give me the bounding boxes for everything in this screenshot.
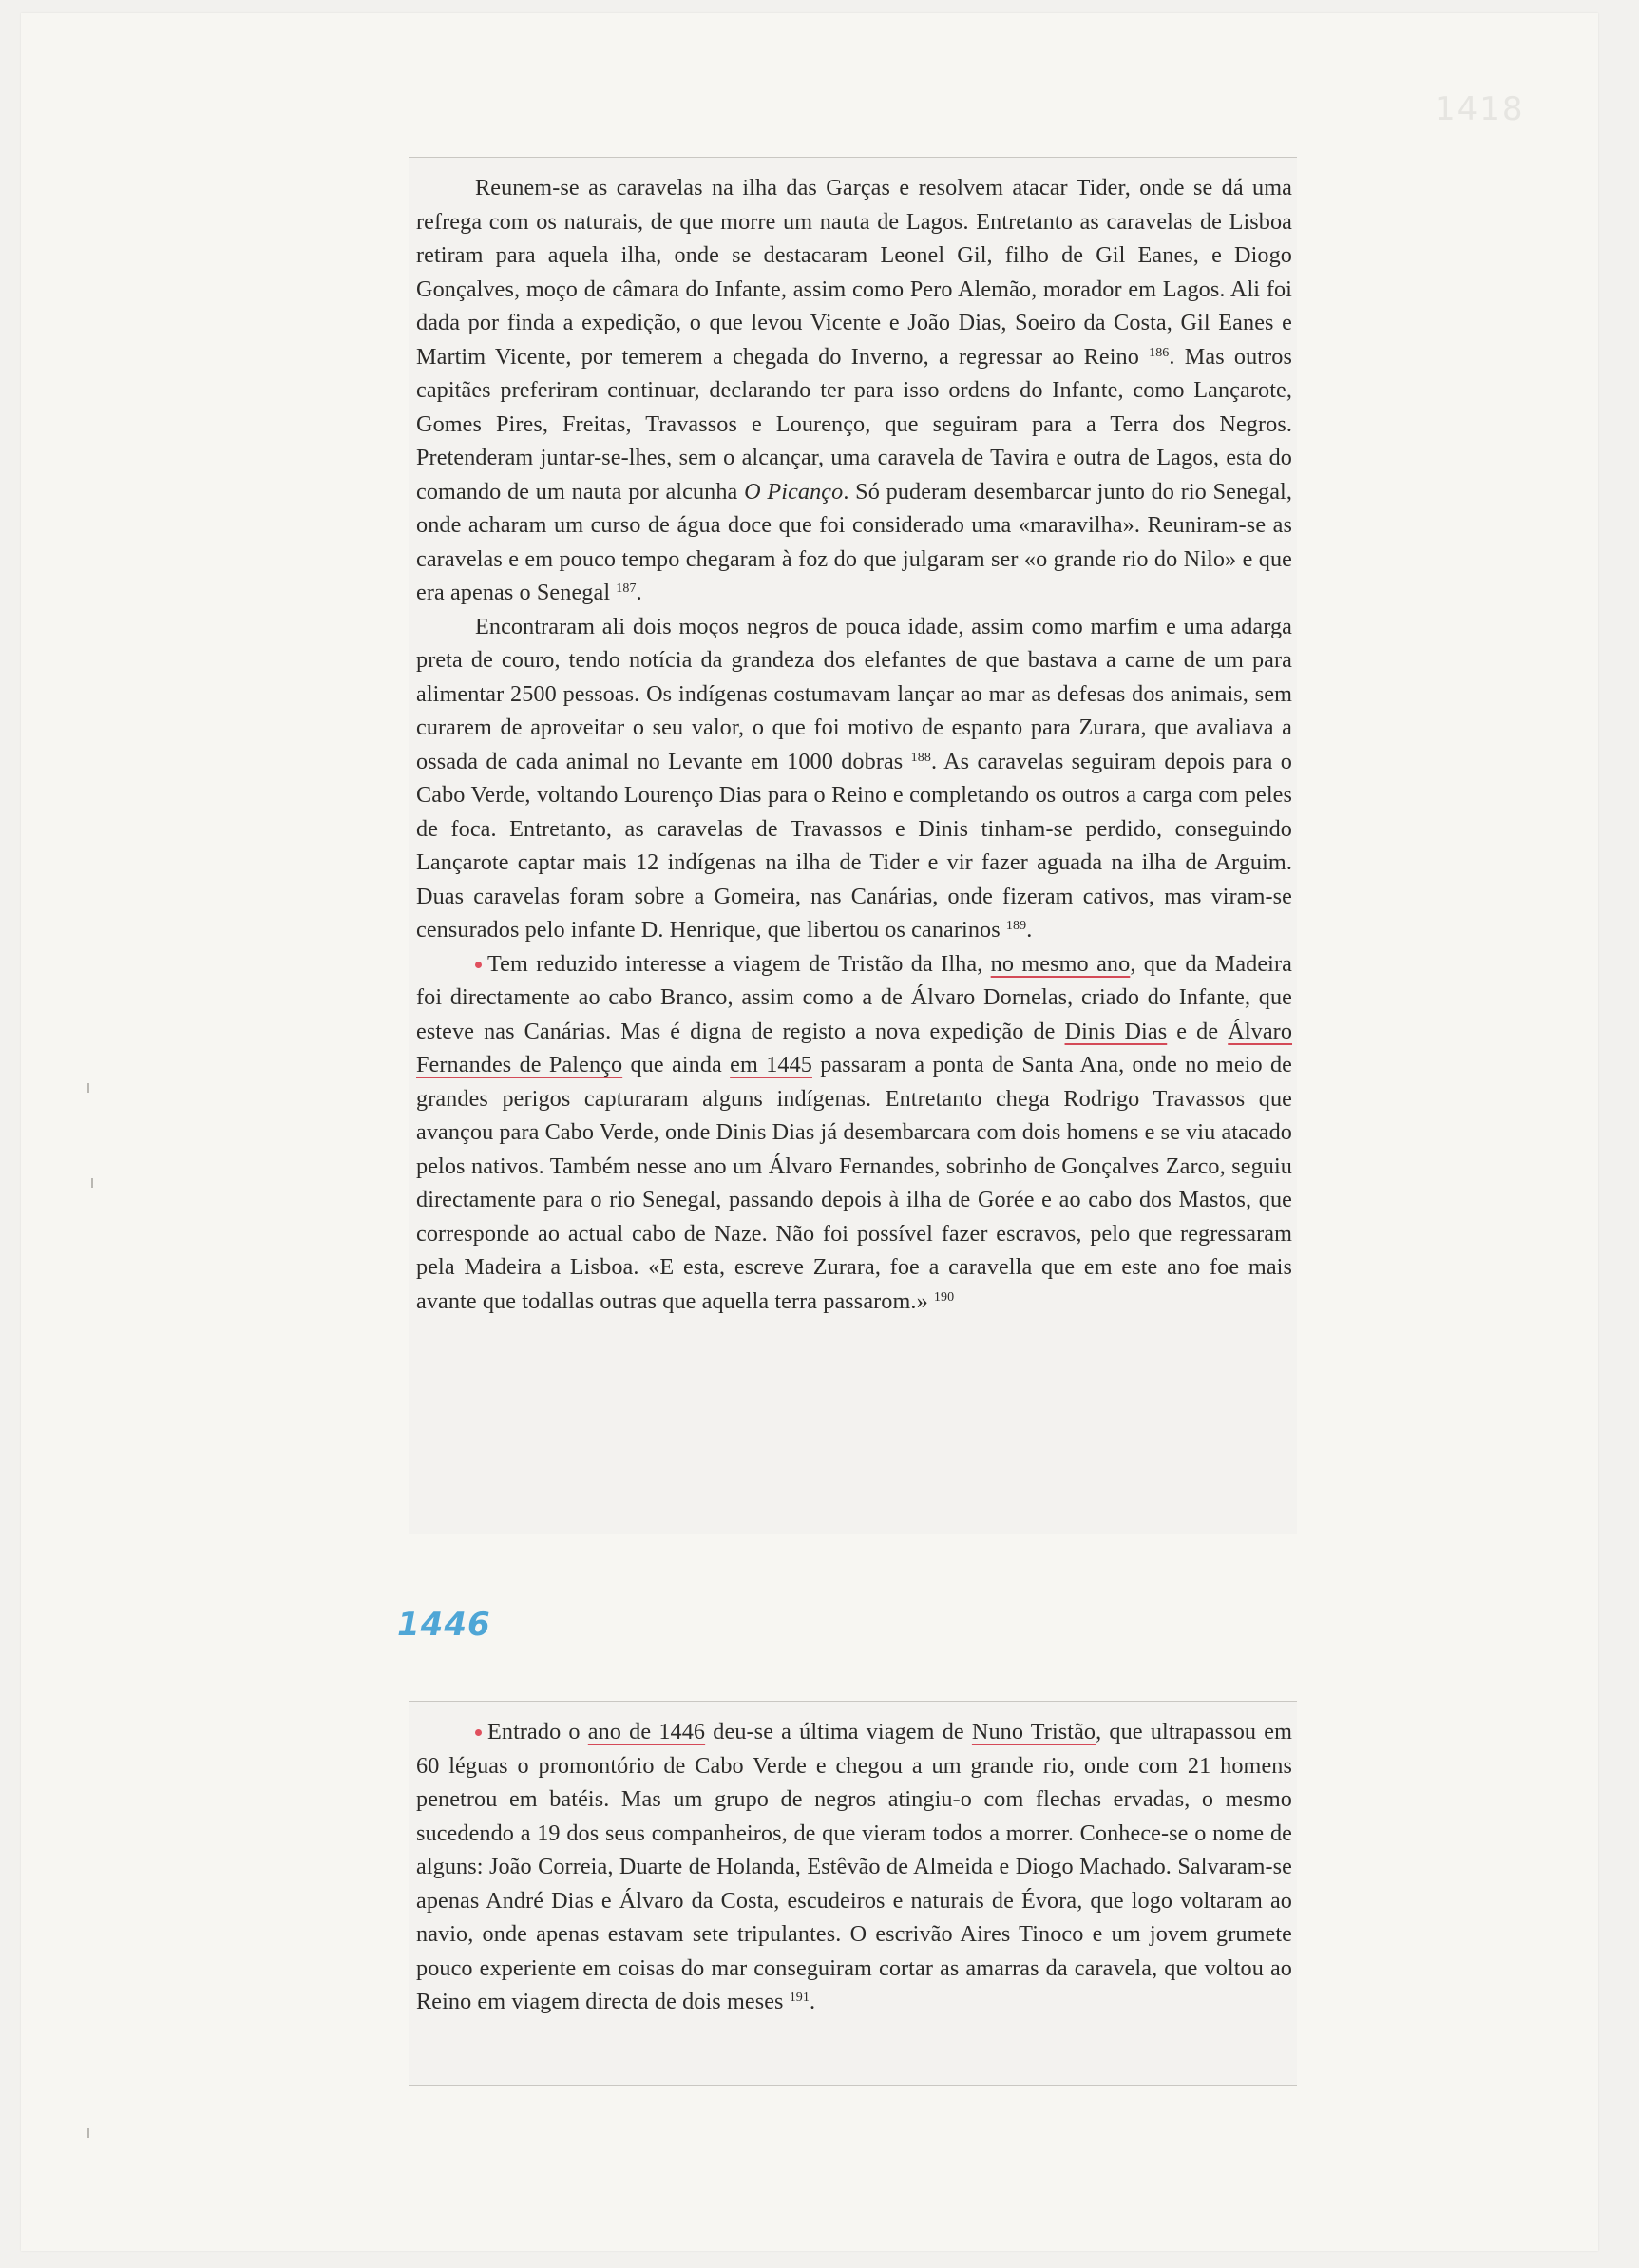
text-run: Tem reduzido interesse a viagem de Tristão da Ilha, (487, 950, 991, 977)
italic-text: O Picanço (744, 478, 844, 505)
underlined-text: Dinis Dias (1064, 1018, 1168, 1044)
text-run: , que ultrapassou em 60 léguas o promontório de Cabo Verde e chegou a um grande rio, onde com 21 homens penetrou em batéis. Mas um grupo de negros atingiu-o com flechas ervadas, o mesmo sucedendo a 19 dos seus companheiros, de que vieram todos a morrer. Conhece-se o nome de alguns: João Correia, Duarte de Holanda, Estêvão de Almeida e Diogo Machado. Salvaram-se apenas André Dias e Álvaro da Costa, escudeiros e naturais de Évora, que logo voltaram ao navio, onde apenas estavam sete tripulantes. O escrivão Aires Tinoco e um jovem grumete pouco experiente em coisas do mar conseguiram cortar as amarras da caravela, que voltou ao Reino em viagem directa de dois meses (416, 1719, 1292, 2014)
annotation-mark-icon (475, 1729, 482, 1736)
footnote-ref: 189 (1005, 919, 1027, 933)
text-run: e de (1167, 1018, 1229, 1044)
text-run: passaram a ponta de Santa Ana, onde no meio de grandes perigos capturaram alguns indígenas. Entretanto chega Rodrigo Travassos que avançou para Cabo Verde, onde Dinis Dias já desembarcara com dois homens e se viu atacado pelos nativos. Também nesse ano um Álvaro Fernandes, sobrinho de Gonçalves Zarco, seguiu directamente para o rio Senegal, passando depois à ilha de Gorée e ao cabo dos Mastos, que corresponde ao actual cabo de Naze. Não foi possível fazer escravos, pelo que regressaram pela Madeira a Lisboa. «E esta, escreve Zurara, foe a caravella que em este ano foe mais avante que todallas outras que aquella terra passarom.» (416, 1052, 1293, 1314)
underlined-text: no mesmo ano (990, 950, 1131, 977)
margin-tick (87, 2128, 89, 2138)
second_clipping-paragraph (416, 1715, 1292, 2019)
second-text-body (416, 1715, 1297, 2019)
text-run: Entrado o (487, 1719, 588, 1744)
footnote-ref: 188 (910, 750, 931, 765)
handwritten-year-annotation: 1446 (397, 1606, 491, 1644)
margin-tick (87, 1083, 89, 1093)
text-run: deu-se a última viagem de (705, 1719, 972, 1744)
corner-page-number: 1418 (1435, 90, 1525, 128)
text-run: Encontraram ali dois moços negros de pouca idade, assim como marfim e uma adarga preta de couro, tendo notícia da grandeza dos elefantes de que bastava a carne de um para alimentar 2500 pessoas. Os indígenas costumavam lançar ao mar as defesas dos animais, sem curarem de aproveitar o seu valor, o que foi motivo de espanto para Zurara, que avaliava a ossada de cada animal no Levante em 1000 dobras (416, 613, 1292, 774)
underlined-text: Nuno Tristão (971, 1719, 1096, 1744)
text-run: . (810, 1989, 816, 2014)
main_clipping-paragraph (416, 610, 1292, 947)
footnote-ref: 191 (789, 1991, 810, 2005)
text-run: . (1026, 917, 1033, 943)
text-run: . Só puderam desembarcar junto do rio Senegal, onde acharam um curso de água doce que foi considerado uma «maravilha». Reuniram-se as caravelas e em pouco tempo chegaram à foz do que julgaram ser «o grande rio do Nilo» e que era apenas o Senegal (416, 478, 1292, 605)
margin-tick (91, 1178, 93, 1188)
text-run: . As caravelas seguiram depois para o Cabo Verde, voltando Lourenço Dias para o Reino e completando os outros a carga com peles de foca. Entretanto, as caravelas de Travassos e Dinis tinham-se perdido, conseguindo Lançarote captar mais 12 indígenas na ilha de Tider e vir fazer aguada na ilha de Arguim. Duas caravelas foram sobre a Gomeira, nas Canárias, onde fizeram cativos, mas viram-se censurados pelo infante D. Henrique, que libertou os canarinos (416, 748, 1293, 943)
annotation-mark-icon (475, 962, 482, 968)
underlined-text: Álvaro Fernandes de Palenço (416, 1018, 1293, 1077)
second-text-clipping (409, 1701, 1297, 2086)
main_clipping-paragraph (416, 947, 1292, 1319)
text-run: . (636, 580, 642, 605)
main-text-clipping (409, 157, 1297, 1534)
text-run: Reunem-se as caravelas na ilha das Garças e resolvem atacar Tider, onde se dá uma refrega com os naturais, de que morre um nauta de Lagos. Entretanto as caravelas de Lisboa retiram para aquela ilha, onde se destacaram Leonel Gil, filho de Gil Eanes, e Diogo Gonçalves, moço de câmara do Infante, assim como Pero Alemão, morador em Lagos. Ali foi dada por finda a expedição, o que levou Vicente e João Dias, Soeiro da Costa, Gil Eanes e Martim Vicente, por temerem a chegada do Inverno, a regressar ao Reino (416, 175, 1292, 370)
footnote-ref: 187 (616, 581, 637, 596)
text-run: , que da Madeira foi directamente ao cabo Branco, assim como a de Álvaro Dornelas, criado do Infante, que esteve nas Canárias. Mas é digna de registo a nova expedição de (416, 950, 1292, 1044)
text-run: que ainda (622, 1052, 731, 1077)
underlined-text: ano de 1446 (587, 1719, 706, 1744)
text-run: . Mas outros capitães preferiram continuar, declarando ter para isso ordens do Infante, como Lançarote, Gomes Pires, Freitas, Travassos e Lourenço, que seguiram para a Terra dos Negros. Pretenderam juntar-se-lhes, sem o alcançar, uma caravela de Tavira e outra de Lagos, esta do comando de um nauta por alcunha (416, 343, 1292, 505)
footnote-ref: 190 (933, 1289, 955, 1305)
main_clipping-paragraph (416, 171, 1292, 610)
underlined-text: em 1445 (730, 1052, 812, 1077)
footnote-ref: 186 (1149, 345, 1170, 360)
main-text-body (416, 171, 1297, 1318)
